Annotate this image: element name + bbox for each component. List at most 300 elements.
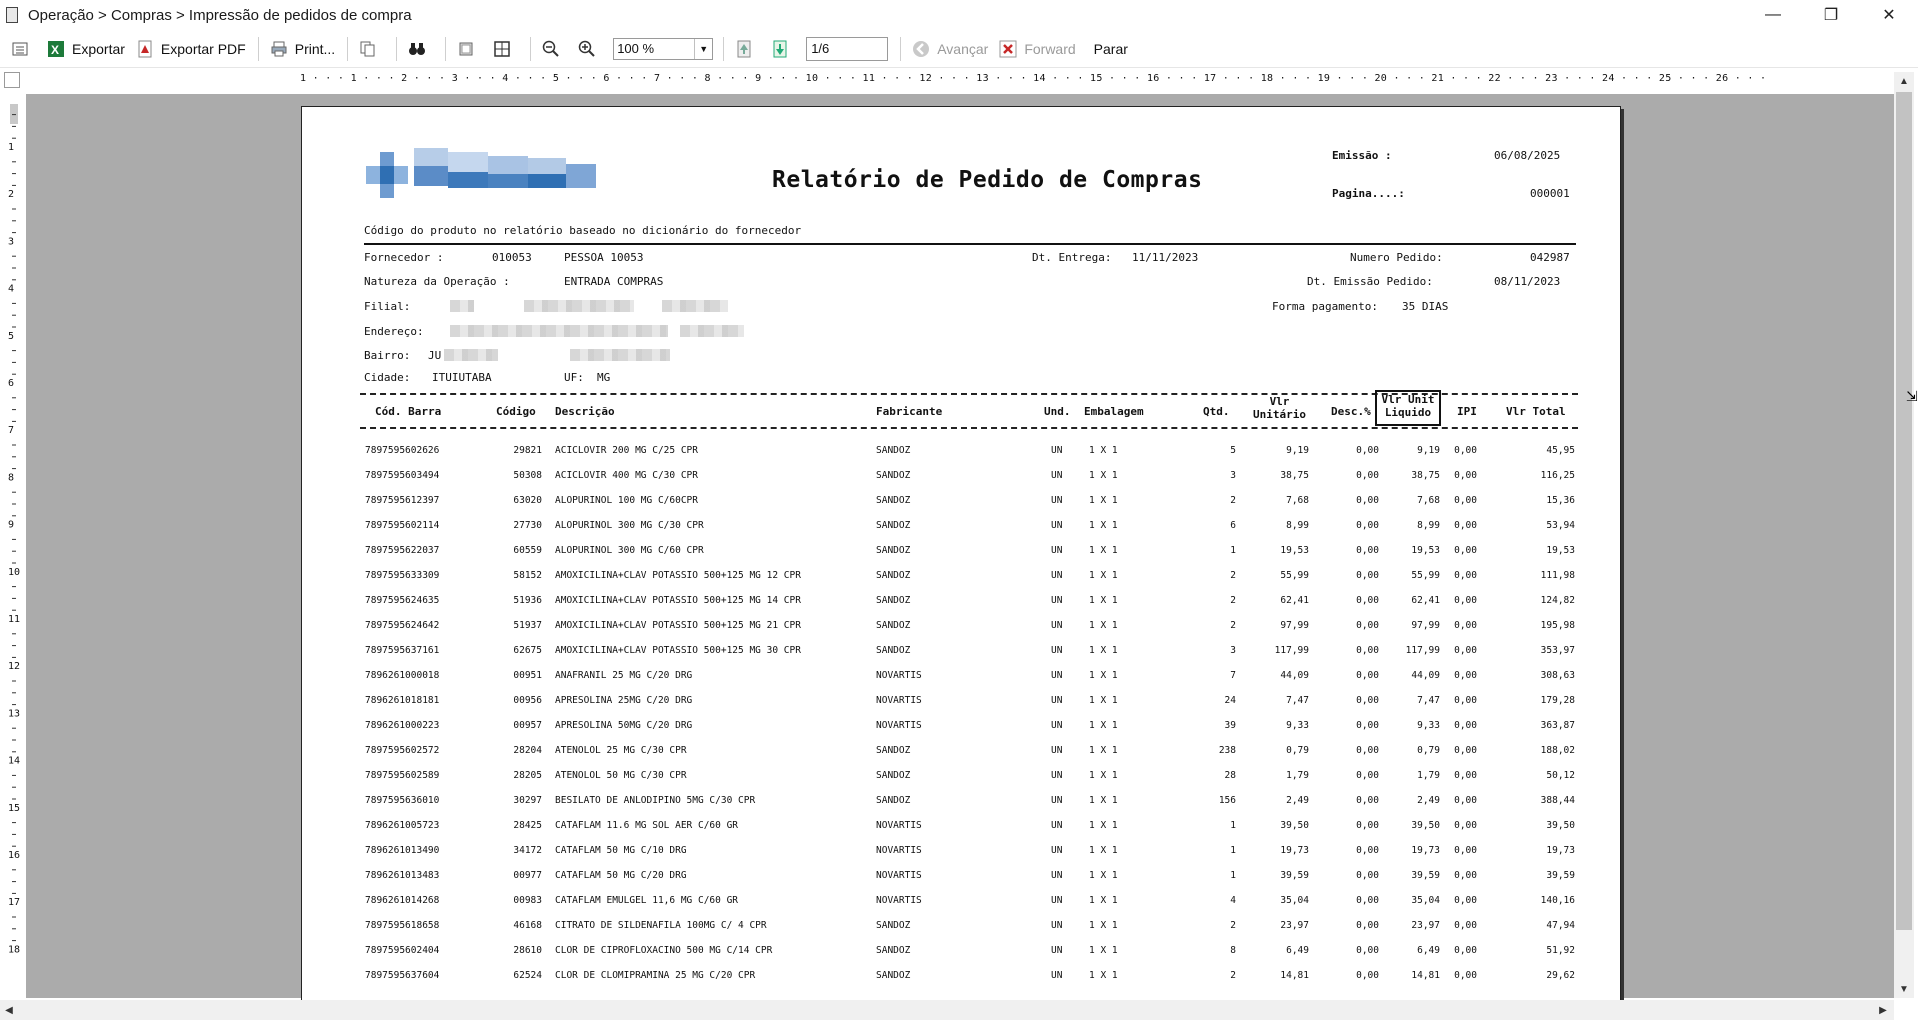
redacted-text [662, 300, 728, 312]
binoculars-icon [407, 39, 427, 59]
vertical-ruler [4, 104, 22, 994]
cell-fabricante: SANDOZ [876, 520, 911, 531]
cell-codigo: 00957 [513, 720, 542, 731]
cell-embalagem: 1 X 1 [1089, 795, 1118, 806]
cell-qtd: 1 [1230, 820, 1236, 831]
pagina-value: 000001 [1530, 187, 1570, 200]
natureza-label: Natureza da Operação : [364, 275, 510, 288]
table-row [302, 514, 1622, 539]
fornecedor-label: Fornecedor : [364, 251, 444, 264]
fornecedor-name: PESSOA 10053 [564, 251, 644, 264]
cell-codigo: 00951 [513, 670, 542, 681]
scroll-right-icon[interactable]: ▶ [1879, 1004, 1887, 1016]
zoom-out-icon [541, 39, 561, 59]
cell-fabricante: SANDOZ [876, 470, 911, 481]
vertical-scroll-thumb[interactable] [1896, 92, 1912, 930]
cell-qtd: 1 [1230, 845, 1236, 856]
scroll-down-icon[interactable]: ▼ [1899, 983, 1909, 995]
export-pdf-button[interactable] [131, 34, 250, 64]
cell-vlr-unitario: 7,47 [1286, 695, 1309, 706]
header-divider [364, 243, 1576, 245]
table-row [302, 589, 1622, 614]
zoom-out-button[interactable] [537, 34, 571, 64]
cell-ipi: 0,00 [1454, 670, 1477, 681]
ruler-number: 3 [8, 236, 15, 248]
printer-icon [269, 39, 289, 59]
cell-vlr-liquido: 14,81 [1411, 970, 1440, 981]
cell-cod-barra: 7897595602626 [365, 445, 440, 456]
cell-qtd: 238 [1218, 745, 1236, 756]
list-button[interactable] [6, 34, 40, 64]
cell-vlr-liquido: 19,73 [1411, 845, 1440, 856]
cell-ipi: 0,00 [1454, 945, 1477, 956]
list-icon [10, 39, 30, 59]
cell-vlr-unitario: 1,79 [1286, 770, 1309, 781]
find-button[interactable] [403, 34, 437, 64]
col-header-vlr-liquido-line1: Vlr Unit [1381, 393, 1435, 406]
cell-cod-barra: 7897595622037 [365, 545, 440, 556]
table-header-bottom-divider [360, 427, 1578, 429]
cell-qtd: 4 [1230, 895, 1236, 906]
cell-und: UN [1051, 445, 1063, 456]
cell-qtd: 2 [1230, 570, 1236, 581]
cell-fabricante: SANDOZ [876, 970, 911, 981]
cell-vlr-total: 50,12 [1546, 770, 1575, 781]
cell-desc-pct: 0,00 [1356, 545, 1379, 556]
stop-icon [998, 39, 1018, 59]
scroll-left-icon[interactable]: ◀ [5, 1004, 13, 1016]
table-row [302, 739, 1622, 764]
ruler-number: 13 [8, 708, 21, 720]
numero-pedido-value: 042987 [1530, 251, 1570, 264]
cell-und: UN [1051, 920, 1063, 931]
cell-codigo: 62524 [513, 970, 542, 981]
cell-vlr-liquido: 6,49 [1417, 945, 1440, 956]
cell-qtd: 7 [1230, 670, 1236, 681]
cell-vlr-liquido: 55,99 [1411, 570, 1440, 581]
cell-vlr-unitario: 9,19 [1286, 445, 1309, 456]
cell-vlr-liquido: 9,19 [1417, 445, 1440, 456]
cell-vlr-liquido: 39,59 [1411, 870, 1440, 881]
report-preview-area[interactable] [26, 94, 1894, 998]
pdf-icon [135, 39, 155, 59]
ruler-number: 18 [8, 944, 21, 956]
ruler-number: 7 [8, 425, 15, 437]
cell-vlr-liquido: 19,53 [1411, 545, 1440, 556]
cell-und: UN [1051, 595, 1063, 606]
cell-ipi: 0,00 [1454, 645, 1477, 656]
cell-cod-barra: 7897595602114 [365, 520, 440, 531]
redacted-text [450, 325, 668, 337]
col-header-vlr-unitario-line1: Vlr [1269, 395, 1290, 408]
cell-vlr-unitario: 23,97 [1280, 920, 1309, 931]
cell-cod-barra: 7896261018181 [365, 695, 440, 706]
cell-fabricante: NOVARTIS [876, 720, 922, 731]
cell-desc-pct: 0,00 [1356, 445, 1379, 456]
cell-vlr-total: 140,16 [1540, 895, 1575, 906]
zoom-select[interactable] [613, 38, 713, 60]
ruler-number: 10 [8, 566, 21, 578]
cell-descricao: ACICLOVIR 200 MG C/25 CPR [555, 445, 698, 456]
cell-embalagem: 1 X 1 [1089, 745, 1118, 756]
uf-value: MG [597, 371, 611, 384]
cell-descricao: ALOPURINOL 100 MG C/60CPR [555, 495, 698, 506]
cell-embalagem: 1 X 1 [1089, 945, 1118, 956]
ruler-number: 4 [8, 283, 15, 295]
cell-fabricante: NOVARTIS [876, 670, 922, 681]
scroll-up-icon[interactable]: ▲ [1899, 75, 1909, 87]
cell-und: UN [1051, 470, 1063, 481]
col-header-codigo: Código [496, 405, 536, 418]
cell-descricao: ANAFRANIL 25 MG C/20 DRG [555, 670, 693, 681]
table-row [302, 689, 1622, 714]
cell-und: UN [1051, 745, 1063, 756]
cell-fabricante: NOVARTIS [876, 695, 922, 706]
cell-qtd: 5 [1230, 445, 1236, 456]
cell-cod-barra: 7897595637604 [365, 970, 440, 981]
cell-codigo: 63020 [513, 495, 542, 506]
cell-descricao: CLOR DE CLOMIPRAMINA 25 MG C/20 CPR [555, 970, 756, 981]
cell-vlr-unitario: 19,73 [1280, 845, 1309, 856]
cell-cod-barra: 7897595618658 [365, 920, 440, 931]
ruler-number: 1 [8, 142, 15, 153]
cell-vlr-total: 39,50 [1546, 820, 1575, 831]
page-up-icon [734, 39, 754, 59]
fornecedor-code: 010053 [492, 251, 532, 264]
toolbar-separator [900, 37, 901, 61]
col-header-qtd: Qtd. [1203, 405, 1230, 418]
cell-descricao: CATAFLAM 50 MG C/10 DRG [555, 845, 687, 856]
table-row [302, 664, 1622, 689]
single-page-button[interactable] [452, 34, 486, 64]
cidade-label: Cidade: [364, 371, 411, 384]
cell-und: UN [1051, 870, 1063, 881]
table-row [302, 939, 1622, 964]
excel-icon [46, 39, 66, 59]
forma-pagamento-label: Forma pagamento: [1272, 300, 1378, 313]
cell-codigo: 50308 [513, 470, 542, 481]
forward-button[interactable] [994, 34, 1079, 64]
cell-codigo: 00977 [513, 870, 542, 881]
cell-qtd: 8 [1230, 945, 1236, 956]
cell-cod-barra: 7896261013490 [365, 845, 440, 856]
cell-embalagem: 1 X 1 [1089, 470, 1118, 481]
toolbar-separator [530, 37, 531, 61]
advance-label: Avançar [937, 40, 989, 57]
company-logo [362, 142, 602, 212]
ruler-number: 14 [8, 755, 21, 767]
cell-vlr-total: 19,53 [1546, 545, 1575, 556]
print-label: Print... [294, 40, 336, 57]
cell-vlr-total: 363,87 [1540, 720, 1575, 731]
cell-und: UN [1051, 620, 1063, 631]
zoom-in-button[interactable] [573, 34, 607, 64]
cell-vlr-total: 188,02 [1540, 745, 1575, 756]
export-label: Exportar [72, 40, 125, 57]
cell-embalagem: 1 X 1 [1089, 920, 1118, 931]
cell-embalagem: 1 X 1 [1089, 695, 1118, 706]
cell-qtd: 2 [1230, 920, 1236, 931]
cell-vlr-unitario: 14,81 [1280, 970, 1309, 981]
cell-vlr-total: 53,94 [1546, 520, 1575, 531]
cell-desc-pct: 0,00 [1356, 770, 1379, 781]
cell-codigo: 00956 [513, 695, 542, 706]
cell-cod-barra: 7896261005723 [365, 820, 440, 831]
horizontal-ruler: 1 · · · 1 · · · 2 · · · 3 · · · 4 · · · 5 · · · 6 · · · 7 · · · 8 · · · 9 · · · 10 · · · 11 · · · 12 · · · 13 · · · 14 · · · 15 · · · 16 · · · 17 · · · 18 · · · 19 · · · 20 · · · 21 · · · 22 · · · 23 · · · 24 · · · 25 · · · 26 · · · [300, 73, 1618, 87]
single-page-icon [456, 39, 476, 59]
cell-vlr-total: 15,36 [1546, 495, 1575, 506]
cell-desc-pct: 0,00 [1356, 720, 1379, 731]
advance-button[interactable] [907, 34, 992, 64]
minimize-button[interactable]: — [1765, 6, 1781, 23]
cell-descricao: AMOXICILINA+CLAV POTASSIO 500+125 MG 30 CPR [555, 645, 801, 656]
cell-qtd: 2 [1230, 620, 1236, 631]
cell-desc-pct: 0,00 [1356, 670, 1379, 681]
table-row [302, 439, 1622, 464]
stop-label: Parar [1093, 40, 1128, 57]
cell-vlr-total: 116,25 [1540, 470, 1575, 481]
cell-ipi: 0,00 [1454, 495, 1477, 506]
multi-page-button[interactable] [488, 34, 522, 64]
ruler-number: 2 [8, 189, 15, 201]
cell-vlr-total: 195,98 [1540, 620, 1575, 631]
ruler-number: 5 [8, 330, 15, 342]
toolbar-separator [258, 37, 259, 61]
cell-ipi: 0,00 [1454, 695, 1477, 706]
close-button[interactable]: ✕ [1882, 7, 1896, 24]
dt-entrega-label: Dt. Entrega: [1032, 251, 1112, 264]
cell-cod-barra: 7897595602404 [365, 945, 440, 956]
cell-fabricante: SANDOZ [876, 645, 911, 656]
cell-descricao: CLOR DE CIPROFLOXACINO 500 MG C/14 CPR [555, 945, 773, 956]
table-row [302, 789, 1622, 814]
vertical-scrollbar[interactable] [1894, 72, 1914, 998]
endereco-label: Endereço: [364, 325, 424, 338]
cell-vlr-unitario: 8,99 [1286, 520, 1309, 531]
cell-fabricante: SANDOZ [876, 570, 911, 581]
cell-und: UN [1051, 495, 1063, 506]
cell-embalagem: 1 X 1 [1089, 645, 1118, 656]
cell-vlr-unitario: 117,99 [1274, 645, 1309, 656]
cell-fabricante: NOVARTIS [876, 820, 922, 831]
report-note: Código do produto no relatório baseado no dicionário do fornecedor [364, 224, 802, 237]
cell-vlr-liquido: 44,09 [1411, 670, 1440, 681]
cell-und: UN [1051, 520, 1063, 531]
app-icon [6, 7, 18, 23]
cell-vlr-liquido: 38,75 [1411, 470, 1440, 481]
cell-ipi: 0,00 [1454, 545, 1477, 556]
toolbar-separator [445, 37, 446, 61]
cell-und: UN [1051, 820, 1063, 831]
cell-descricao: BESILATO DE ANLODIPINO 5MG C/30 CPR [555, 795, 756, 806]
cell-cod-barra: 7897595636010 [365, 795, 440, 806]
cell-descricao: ATENOLOL 50 MG C/30 CPR [555, 770, 687, 781]
cell-ipi: 0,00 [1454, 470, 1477, 481]
cell-qtd: 156 [1218, 795, 1236, 806]
cell-vlr-unitario: 44,09 [1280, 670, 1309, 681]
cell-codigo: 28204 [513, 745, 542, 756]
next-page-button[interactable] [766, 34, 800, 64]
cell-vlr-total: 51,92 [1546, 945, 1575, 956]
cell-qtd: 24 [1224, 695, 1236, 706]
redacted-text [680, 325, 744, 337]
cell-descricao: CATAFLAM 11.6 MG SOL AER C/60 GR [555, 820, 739, 831]
redacted-text [524, 300, 634, 312]
cell-und: UN [1051, 795, 1063, 806]
cell-desc-pct: 0,00 [1356, 495, 1379, 506]
cell-und: UN [1051, 695, 1063, 706]
forward-label: Forward [1024, 40, 1076, 57]
cell-vlr-unitario: 35,04 [1280, 895, 1309, 906]
cell-vlr-liquido: 1,79 [1417, 770, 1440, 781]
col-header-desc: Desc.% [1331, 405, 1371, 418]
cell-descricao: ALOPURINOL 300 MG C/30 CPR [555, 520, 704, 531]
cell-desc-pct: 0,00 [1356, 470, 1379, 481]
cell-vlr-liquido: 97,99 [1411, 620, 1440, 631]
cell-vlr-unitario: 39,50 [1280, 820, 1309, 831]
numero-pedido-label: Numero Pedido: [1350, 251, 1443, 264]
cell-fabricante: SANDOZ [876, 620, 911, 631]
cell-cod-barra: 7897595633309 [365, 570, 440, 581]
cell-vlr-total: 19,73 [1546, 845, 1575, 856]
cell-vlr-liquido: 23,97 [1411, 920, 1440, 931]
cell-vlr-liquido: 9,33 [1417, 720, 1440, 731]
cell-vlr-liquido: 7,47 [1417, 695, 1440, 706]
cell-embalagem: 1 X 1 [1089, 970, 1118, 981]
redacted-text [444, 349, 498, 361]
cell-descricao: ACICLOVIR 400 MG C/30 CPR [555, 470, 698, 481]
table-row [302, 639, 1622, 664]
cell-vlr-unitario: 2,49 [1286, 795, 1309, 806]
cell-descricao: AMOXICILINA+CLAV POTASSIO 500+125 MG 14 CPR [555, 595, 801, 606]
copy-icon [358, 39, 378, 59]
cell-desc-pct: 0,00 [1356, 595, 1379, 606]
cell-fabricante: NOVARTIS [876, 870, 922, 881]
cell-und: UN [1051, 670, 1063, 681]
cell-embalagem: 1 X 1 [1089, 770, 1118, 781]
report-page [301, 106, 1621, 1016]
cell-vlr-total: 29,62 [1546, 970, 1575, 981]
col-header-total: Vlr Total [1506, 405, 1566, 418]
col-header-fabricante: Fabricante [876, 405, 943, 418]
emissao-label: Emissão : [1332, 149, 1392, 162]
cell-vlr-total: 353,97 [1540, 645, 1575, 656]
restore-button[interactable]: ❐ [1823, 7, 1839, 24]
cell-descricao: CATAFLAM EMULGEL 11,6 MG C/60 GR [555, 895, 739, 906]
cell-desc-pct: 0,00 [1356, 820, 1379, 831]
previous-page-button[interactable] [730, 34, 764, 64]
cell-codigo: 46168 [513, 920, 542, 931]
bairro-value: JU [428, 349, 442, 362]
ruler-number: 12 [8, 661, 21, 673]
cell-fabricante: SANDOZ [876, 945, 911, 956]
cell-embalagem: 1 X 1 [1089, 495, 1118, 506]
toolbar-separator [347, 37, 348, 61]
ruler-number: 11 [8, 614, 21, 625]
cell-descricao: ATENOLOL 25 MG C/30 CPR [555, 745, 687, 756]
cell-desc-pct: 0,00 [1356, 845, 1379, 856]
cell-cod-barra: 7897595603494 [365, 470, 440, 481]
cell-und: UN [1051, 545, 1063, 556]
cell-codigo: 34172 [513, 845, 542, 856]
filial-label: Filial: [364, 300, 411, 313]
cell-qtd: 2 [1230, 970, 1236, 981]
cell-codigo: 58152 [513, 570, 542, 581]
toolbar-separator [723, 37, 724, 61]
cell-cod-barra: 7896261013483 [365, 870, 440, 881]
chevron-down-icon: ▼ [694, 39, 712, 59]
cell-ipi: 0,00 [1454, 820, 1477, 831]
ruler-number: 17 [8, 897, 21, 909]
bairro-label: Bairro: [364, 349, 411, 362]
cell-embalagem: 1 X 1 [1089, 895, 1118, 906]
cell-qtd: 1 [1230, 870, 1236, 881]
col-header-barra: Cód. Barra [375, 405, 442, 418]
col-header-vlr-unitario [1242, 395, 1317, 421]
cell-fabricante: NOVARTIS [876, 845, 922, 856]
cell-und: UN [1051, 770, 1063, 781]
cell-vlr-unitario: 6,49 [1286, 945, 1309, 956]
cell-desc-pct: 0,00 [1356, 520, 1379, 531]
cell-fabricante: SANDOZ [876, 795, 911, 806]
table-row [302, 864, 1622, 889]
window-controls [1744, 0, 1918, 30]
horizontal-scrollbar[interactable] [0, 1000, 1894, 1020]
cell-ipi: 0,00 [1454, 620, 1477, 631]
print-button[interactable] [265, 34, 339, 64]
cell-vlr-unitario: 7,68 [1286, 495, 1309, 506]
copy-button[interactable] [354, 34, 388, 64]
table-row [302, 764, 1622, 789]
table-row [302, 814, 1622, 839]
cell-cod-barra: 7897595602572 [365, 745, 440, 756]
cell-vlr-liquido: 2,49 [1417, 795, 1440, 806]
cell-embalagem: 1 X 1 [1089, 545, 1118, 556]
stop-button[interactable] [1090, 34, 1132, 64]
cell-und: UN [1051, 645, 1063, 656]
cell-codigo: 28610 [513, 945, 542, 956]
cell-ipi: 0,00 [1454, 795, 1477, 806]
cell-cod-barra: 7897595612397 [365, 495, 440, 506]
cell-ipi: 0,00 [1454, 595, 1477, 606]
cell-cod-barra: 7897595637161 [365, 645, 440, 656]
col-header-vlr-unitario-line2: Unitário [1253, 408, 1306, 421]
dt-emissao-label: Dt. Emissão Pedido: [1307, 275, 1433, 288]
table-row [302, 614, 1622, 639]
table-row [302, 539, 1622, 564]
cell-vlr-liquido: 7,68 [1417, 495, 1440, 506]
cell-vlr-liquido: 8,99 [1417, 520, 1440, 531]
cell-vlr-unitario: 97,99 [1280, 620, 1309, 631]
cell-fabricante: NOVARTIS [876, 895, 922, 906]
cell-descricao: CATAFLAM 50 MG C/20 DRG [555, 870, 687, 881]
redacted-text [570, 349, 670, 361]
export-button[interactable] [42, 34, 129, 64]
table-row [302, 464, 1622, 489]
cell-embalagem: 1 X 1 [1089, 570, 1118, 581]
cell-ipi: 0,00 [1454, 720, 1477, 731]
cell-vlr-liquido: 35,04 [1411, 895, 1440, 906]
cell-vlr-unitario: 0,79 [1286, 745, 1309, 756]
page-number-input[interactable]: 1/6 [806, 37, 888, 61]
cell-cod-barra: 7896261000223 [365, 720, 440, 731]
forma-pagamento-value: 35 DIAS [1402, 300, 1449, 313]
svg-text:X: X [51, 42, 60, 57]
table-row [302, 839, 1622, 864]
cell-descricao: APRESOLINA 25MG C/20 DRG [555, 695, 693, 706]
cell-vlr-total: 45,95 [1546, 445, 1575, 456]
cell-cod-barra: 7897595602589 [365, 770, 440, 781]
